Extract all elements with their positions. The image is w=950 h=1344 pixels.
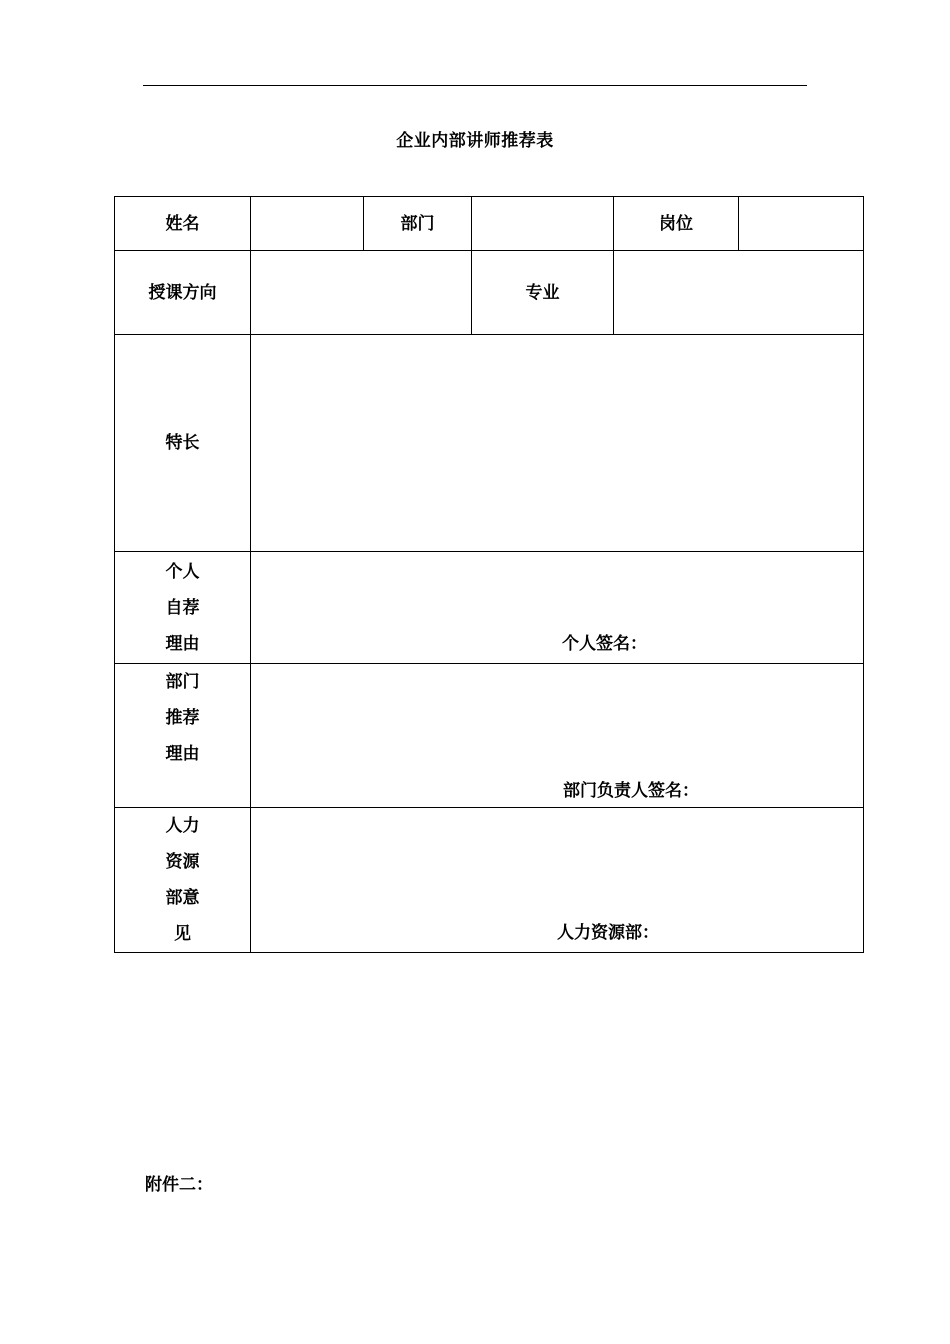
hr-opinion-field[interactable] xyxy=(251,808,864,953)
form-row-self-recommendation xyxy=(115,552,864,664)
teaching-direction-label: 授课方向 xyxy=(115,251,251,335)
self-recommendation-label-line: 自荐 xyxy=(165,597,200,618)
form-row-basic-info xyxy=(115,197,864,251)
hr-opinion-label-line: 部意 xyxy=(165,888,200,908)
specialty-label: 特长 xyxy=(115,335,251,552)
name-label: 姓名 xyxy=(115,197,251,251)
form-row-hr-opinion xyxy=(115,808,864,953)
header-rule xyxy=(143,85,807,86)
self-recommendation-label xyxy=(115,552,251,664)
hr-opinion-label-line: 见 xyxy=(174,924,191,944)
position-field[interactable] xyxy=(739,197,864,251)
major-field[interactable] xyxy=(614,251,864,335)
name-field[interactable] xyxy=(251,197,364,251)
self-recommendation-label-line: 个人 xyxy=(165,561,200,582)
department-recommendation-label-line: 推荐 xyxy=(165,708,200,728)
self-recommendation-label-line: 理由 xyxy=(165,633,200,654)
form-row-specialty xyxy=(115,335,864,552)
form-row-department-recommendation xyxy=(115,664,864,808)
recommendation-form-table xyxy=(114,196,864,953)
department-recommendation-field[interactable] xyxy=(251,664,864,808)
department-recommendation-label-line: 理由 xyxy=(165,744,200,764)
specialty-field[interactable] xyxy=(251,335,864,552)
department-field[interactable] xyxy=(472,197,614,251)
document-title: 企业内部讲师推荐表 xyxy=(396,131,554,151)
department-head-signature-label: 部门负责人签名： xyxy=(563,781,699,801)
teaching-direction-field[interactable] xyxy=(251,251,472,335)
attachment-label: 附件二： xyxy=(145,1175,213,1195)
self-recommendation-field[interactable] xyxy=(251,552,864,664)
personal-signature-label: 个人签名： xyxy=(562,634,647,654)
major-label: 专业 xyxy=(472,251,614,335)
department-label: 部门 xyxy=(364,197,472,251)
form-row-teaching xyxy=(115,251,864,335)
hr-department-signature-label: 人力资源部： xyxy=(557,923,659,943)
department-recommendation-label-line: 部门 xyxy=(165,672,200,692)
hr-opinion-label-line: 人力 xyxy=(165,816,200,836)
position-label: 岗位 xyxy=(614,197,739,251)
department-recommendation-label xyxy=(115,664,251,808)
hr-opinion-label xyxy=(115,808,251,953)
hr-opinion-label-line: 资源 xyxy=(165,852,200,872)
